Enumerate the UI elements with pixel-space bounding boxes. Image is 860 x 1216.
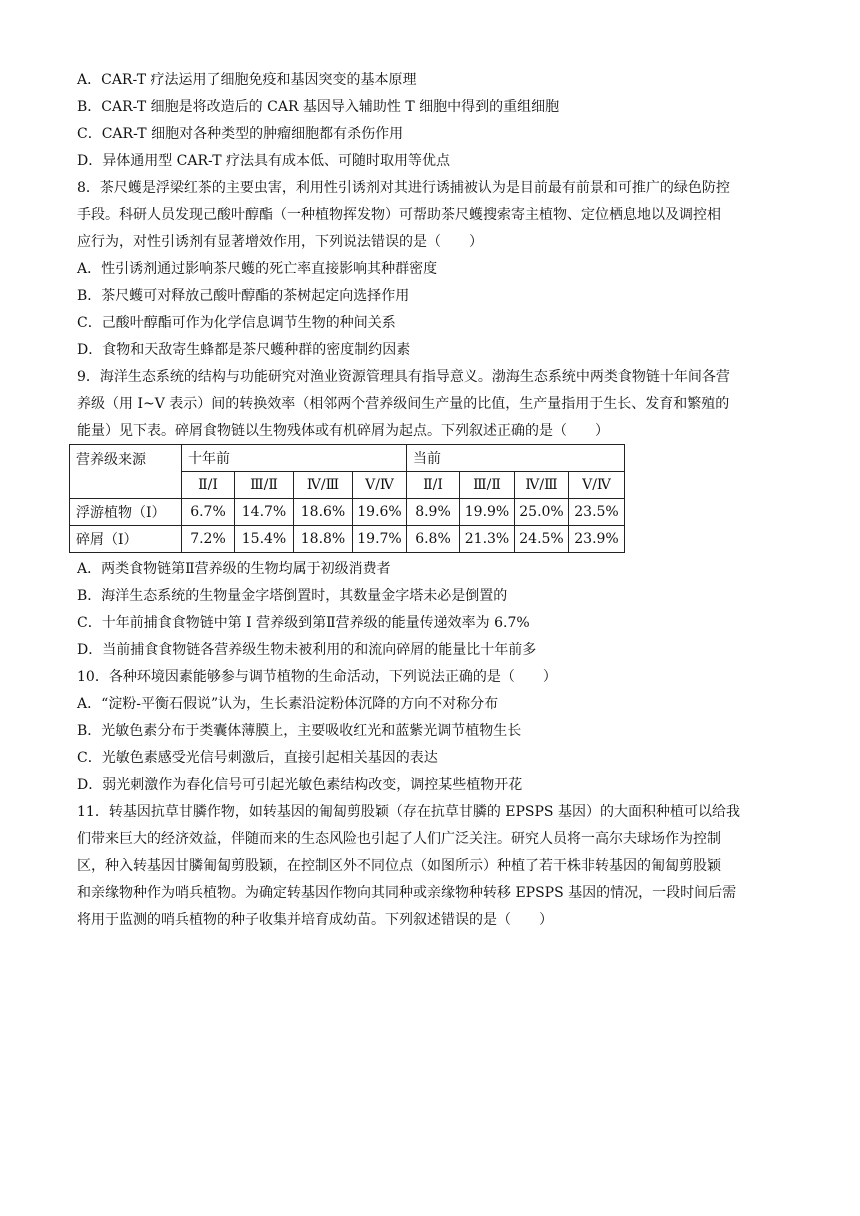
table-cell: 21.3% <box>460 526 515 553</box>
header-ten-years-ago: 十年前 <box>182 445 407 472</box>
q10-option-d: D．弱光刺激作为春化信号可引起光敏色素结构改变，调控某些植物开花 <box>77 777 523 793</box>
q9-option-a: A．两类食物链第Ⅱ营养级的生物均属于初级消费者 <box>77 561 391 577</box>
q10-stem: 10．各种环境因素能够参与调节植物的生命活动，下列说法正确的是（ ） <box>77 669 557 685</box>
subheader-cell: Ⅲ/Ⅱ <box>235 472 294 499</box>
subheader-cell: Ⅳ/Ⅲ <box>294 472 353 499</box>
table-cell: 6.8% <box>407 526 460 553</box>
q7-option-d: D．异体通用型 CAR-T 疗法具有成本低、可随时取用等优点 <box>77 153 451 169</box>
q11-stem-line-2: 们带来巨大的经济效益，伴随而来的生态风险也引起了人们广泛关注。研究人员将一高尔夫球场作为控制 <box>77 831 721 847</box>
q8-option-a: A．性引诱剂通过影响茶尺蠖的死亡率直接影响其种群密度 <box>77 261 438 277</box>
q10-option-c: C．光敏色素感受光信号刺激后，直接引起相关基因的表达 <box>77 750 438 766</box>
table-cell: 19.7% <box>353 526 407 553</box>
q8-stem-line-1: 8．茶尺蠖是浮梁红茶的主要虫害，利用性引诱剂对其进行诱捕被认为是目前最有前景和可推广的绿色防控 <box>77 180 730 196</box>
q8-option-b: B．茶尺蠖可对释放己酸叶醇酯的茶树起定向选择作用 <box>77 288 410 304</box>
q8-stem-line-2: 手段。科研人员发现己酸叶醇酯（一种植物挥发物）可帮助茶尺蠖搜索寄主植物、定位栖息地以及调控相 <box>77 207 721 223</box>
table-cell: 23.5% <box>569 499 625 526</box>
subheader-cell: Ⅱ/Ⅰ <box>407 472 460 499</box>
q9-stem-line-2: 养级（用 I~V 表示）间的转换效率（相邻两个营养级间生产量的比值，生产量指用于生长、发育和繁殖的 <box>77 396 730 412</box>
header-source-label: 营养级来源 <box>70 445 182 499</box>
table-cell: 8.9% <box>407 499 460 526</box>
table-cell: 18.8% <box>294 526 353 553</box>
table-cell: 6.7% <box>182 499 235 526</box>
row-label: 浮游植物（I） <box>70 499 182 526</box>
q11-stem-line-5: 将用于监测的哨兵植物的种子收集并培育成幼苗。下列叙述错误的是（ ） <box>77 912 553 928</box>
q8-stem-line-3: 应行为，对性引诱剂有显著增效作用，下列说法错误的是（ ） <box>77 234 483 250</box>
table-cell: 15.4% <box>235 526 294 553</box>
table-cell: 19.6% <box>353 499 407 526</box>
table-cell: 14.7% <box>235 499 294 526</box>
q7-option-b: B．CAR-T 细胞是将改造后的 CAR 基因导入辅助性 T 细胞中得到的重组细胞 <box>77 99 560 115</box>
table-cell: 24.5% <box>515 526 569 553</box>
table-cell: 25.0% <box>515 499 569 526</box>
q9-option-c: C．十年前捕食食物链中第 I 营养级到第Ⅱ营养级的能量传递效率为 6.7% <box>77 615 530 631</box>
subheader-cell: Ⅳ/Ⅲ <box>515 472 569 499</box>
q9-stem-line-3: 能量）见下表。碎屑食物链以生物残体或有机碎屑为起点。下列叙述正确的是（ ） <box>77 423 609 439</box>
subheader-cell: Ⅴ/Ⅳ <box>353 472 407 499</box>
q11-stem-line-3: 区，种入转基因甘膦匍匐剪股颖，在控制区外不同位点（如图所示）种植了若干株非转基因的匍匐剪股颖 <box>77 858 721 874</box>
subheader-cell: Ⅱ/Ⅰ <box>182 472 235 499</box>
q11-stem-line-1: 11．转基因抗草甘膦作物，如转基因的匍匐剪股颖（存在抗草甘膦的 EPSPS 基因）的大面积种植可以给我 <box>77 804 740 820</box>
q10-option-a: A．“淀粉-平衡石假说”认为，生长素沿淀粉体沉降的方向不对称分布 <box>77 696 499 712</box>
q7-option-a: A．CAR-T 疗法运用了细胞免疫和基因突变的基本原理 <box>77 72 417 88</box>
table-row <box>70 526 625 553</box>
q11-stem-line-4: 和亲缘物种作为哨兵植物。为确定转基因作物向其同种或亲缘物种转移 EPSPS 基因的情况，一段时间后需 <box>77 885 737 901</box>
q10-option-b: B．光敏色素分布于类囊体薄膜上，主要吸收红光和蓝紫光调节植物生长 <box>77 723 522 739</box>
table-cell: 19.9% <box>460 499 515 526</box>
subheader-cell: Ⅴ/Ⅳ <box>569 472 625 499</box>
subheader-cell: Ⅲ/Ⅱ <box>460 472 515 499</box>
q8-option-d: D．食物和天敌寄生蜂都是茶尺蠖种群的密度制约因素 <box>77 342 411 358</box>
header-current: 当前 <box>407 445 625 472</box>
transfer-efficiency-table <box>69 444 625 553</box>
q7-option-c: C．CAR-T 细胞对各种类型的肿瘤细胞都有杀伤作用 <box>77 126 404 142</box>
table-cell: 7.2% <box>182 526 235 553</box>
table-row <box>70 499 625 526</box>
q9-option-b: B．海洋生态系统的生物量金字塔倒置时，其数量金字塔未必是倒置的 <box>77 588 508 604</box>
q9-option-d: D．当前捕食食物链各营养级生物未被利用的和流向碎屑的能量比十年前多 <box>77 642 537 658</box>
table-cell: 23.9% <box>569 526 625 553</box>
table-cell: 18.6% <box>294 499 353 526</box>
row-label: 碎屑（I） <box>70 526 182 553</box>
q9-stem-line-1: 9．海洋生态系统的结构与功能研究对渔业资源管理具有指导意义。渤海生态系统中两类食物链十年间各营 <box>77 369 730 385</box>
q8-option-c: C．己酸叶醇酯可作为化学信息调节生物的种间关系 <box>77 315 396 331</box>
table-header-row <box>70 445 625 472</box>
